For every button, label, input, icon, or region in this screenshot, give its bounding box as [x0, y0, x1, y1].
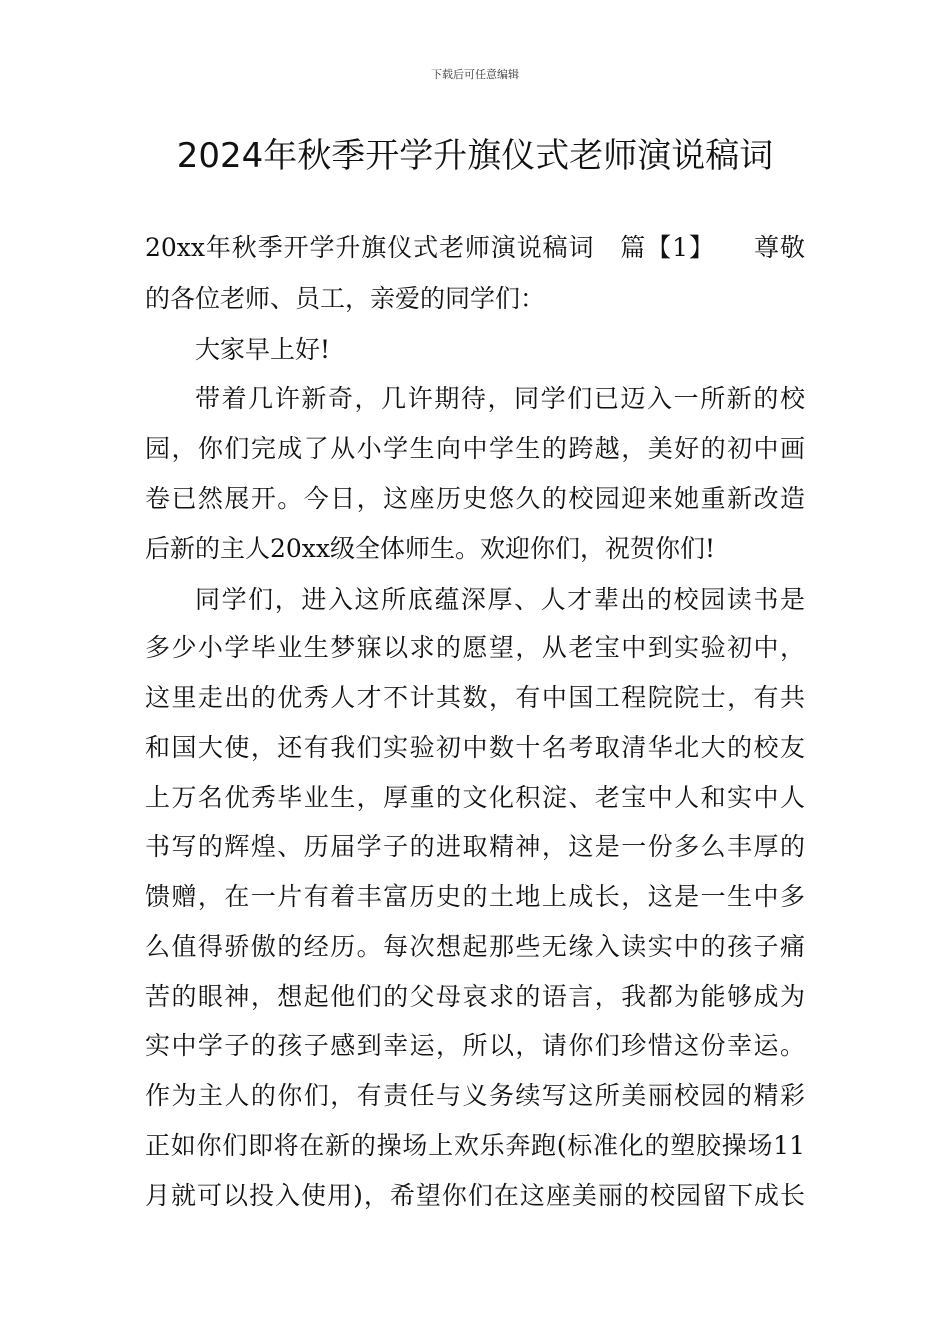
body-line: 后新的主人20xx级全体师生。欢迎你们，祝贺你们!: [145, 534, 716, 563]
body-line: 20xx年秋季开学升旗仪式老师演说稿词 篇【1】 尊敬: [145, 233, 805, 262]
body-line: 书写的辉煌、历届学子的进取精神，这是一份多么丰厚的: [145, 832, 805, 861]
header-note: 下载后可任意编辑: [431, 68, 519, 81]
body-line: 么值得骄傲的经历。每次想起那些无缘入读实中的孩子痛: [145, 932, 805, 961]
body-line: 上万名优秀毕业生，厚重的文化积淀、老宝中人和实中人: [145, 783, 805, 812]
body-line: 带着几许新奇，几许期待，同学们已迈入一所新的校: [195, 384, 805, 413]
body-line: 正如你们即将在新的操场上欢乐奔跑(标准化的塑胶操场11: [145, 1131, 805, 1160]
body-line: 卷已然展开。今日，这座历史悠久的校园迎来她重新改造: [145, 484, 805, 513]
body-line: 月就可以投入使用)，希望你们在这座美丽的校园留下成长: [145, 1181, 805, 1210]
body-line: 大家早上好!: [195, 335, 331, 364]
body-line: 园，你们完成了从小学生向中学生的跨越，美好的初中画: [145, 434, 805, 463]
body-line: 和国大使，还有我们实验初中数十名考取清华北大的校友: [145, 733, 805, 762]
body-line: 多少小学毕业生梦寐以求的愿望，从老宝中到实验初中，: [145, 633, 805, 662]
body-line: 实中学子的孩子感到幸运，所以，请你们珍惜这份幸运。: [145, 1031, 805, 1060]
body-line: 馈赠，在一片有着丰富历史的土地上成长，这是一生中多: [145, 882, 805, 911]
body-line: 作为主人的你们，有责任与义务续写这所美丽校园的精彩: [145, 1081, 805, 1110]
body-line: 苦的眼神，想起他们的父母哀求的语言，我都为能够成为: [145, 982, 805, 1011]
body-line: 这里走出的优秀人才不计其数，有中国工程院院士，有共: [145, 683, 805, 712]
body-line: 同学们，进入这所底蕴深厚、人才辈出的校园读书是: [195, 585, 805, 614]
body-line: 的各位老师、员工，亲爱的同学们：: [145, 284, 546, 313]
document-title: 2024年秋季开学升旗仪式老师演说稿词: [176, 136, 774, 176]
